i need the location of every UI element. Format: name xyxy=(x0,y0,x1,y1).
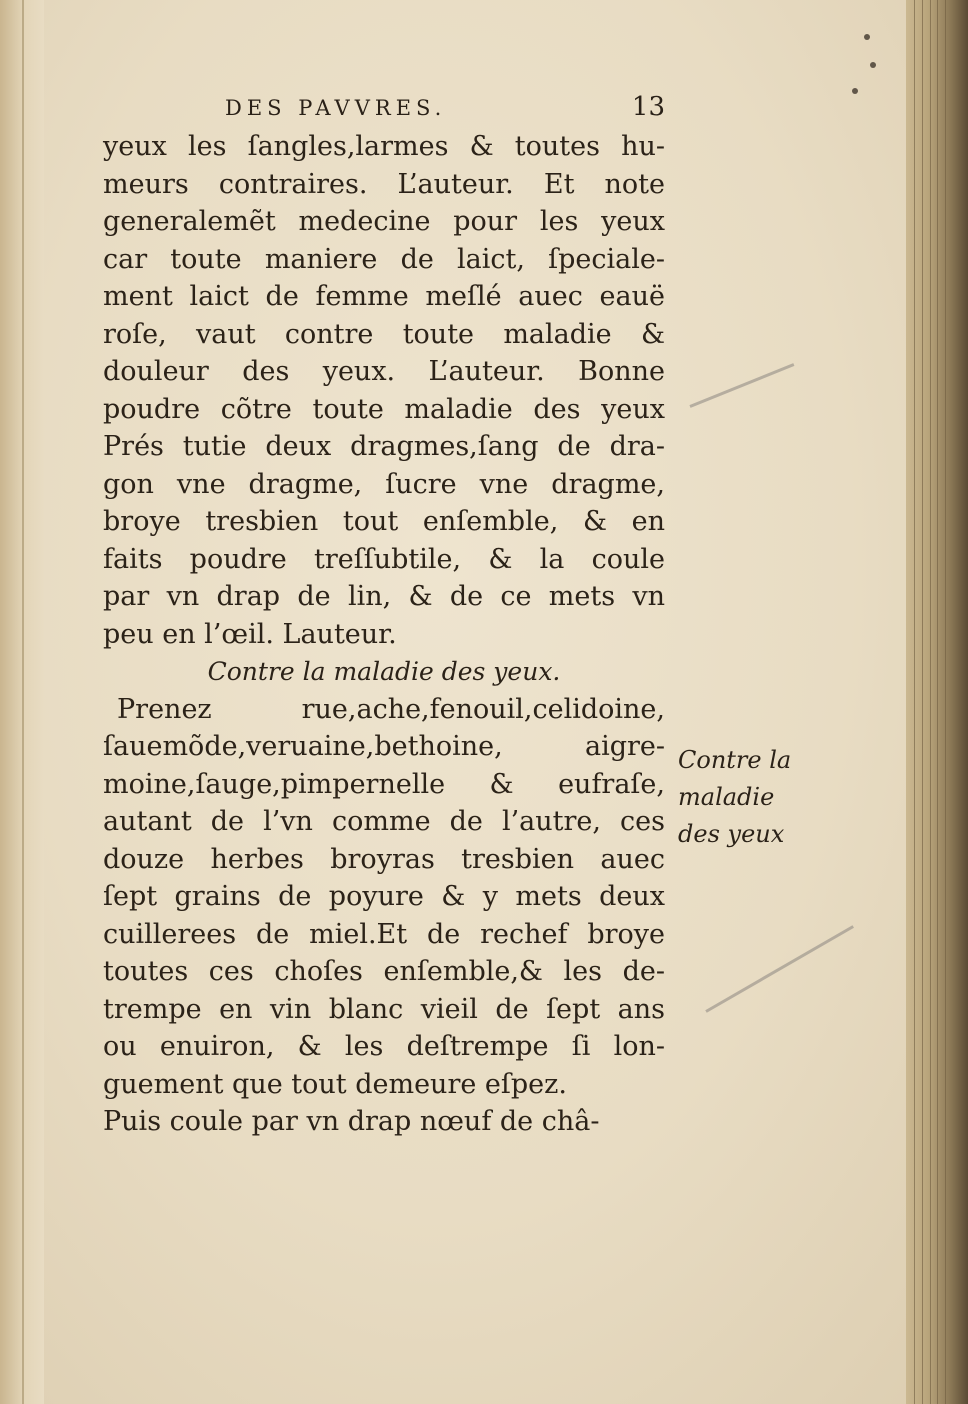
marginal-note xyxy=(678,742,818,853)
pencil-mark xyxy=(689,363,794,408)
text-line: broye tresbien tout enſemble, & en xyxy=(103,506,665,537)
ink-speck xyxy=(870,62,876,68)
ink-speck xyxy=(864,34,870,40)
text-line: Prés tutie deux dragmes,ſang de dra- xyxy=(103,431,665,462)
text-line: faits poudre treſſubtile, & la coule xyxy=(103,543,665,575)
text-line: cuillerees de miel.Et de rechef broye xyxy=(103,918,665,950)
text-line: roſe, vaut contre toute maladie & xyxy=(103,318,665,350)
text-line: par vn drap de lin, & de ce mets vn xyxy=(103,581,665,612)
text-line: ſauemõde,veruaine,bethoine, aigre- xyxy=(103,731,665,762)
text-line: Puis coule par vn drap nœuf de châ- xyxy=(103,1106,600,1137)
marginal-note-line: des yeux xyxy=(678,820,785,848)
text-line: douze herbes broyras tresbien auec xyxy=(103,843,665,875)
text-line: ſept grains de poyure & y mets deux xyxy=(103,881,665,912)
page-edges xyxy=(906,0,968,1404)
text-line: ment laict de femme meſlé auec eauë xyxy=(103,281,665,312)
gutter-fold xyxy=(22,0,24,1404)
page-number: 13 xyxy=(631,92,665,122)
marginal-note-line: maladie xyxy=(678,783,775,811)
text-line: moine,ſauge,pimpernelle & eufraſe, xyxy=(103,768,665,800)
binding-gutter xyxy=(0,0,44,1404)
body-text xyxy=(103,128,665,1141)
text-line: yeux les ſangles,larmes & toutes hu- xyxy=(103,131,665,162)
text-line: Prenez rue,ache,fenouil,celidoine, xyxy=(117,693,665,725)
text-line: poudre cõtre toute maladie des yeux xyxy=(103,393,665,425)
text-line: ou enuiron, & les deſtrempe ſi lon- xyxy=(103,1031,665,1062)
text-line: meurs contraires. L’auteur. Et note xyxy=(103,168,665,200)
text-line: guement que tout demeure eſpez. xyxy=(103,1068,567,1100)
text-line: trempe en vin blanc vieil de ſept ans xyxy=(103,993,665,1025)
page-header xyxy=(225,92,665,128)
section-heading: Contre la maladie des yeux. xyxy=(207,657,561,686)
pencil-mark xyxy=(705,925,854,1013)
ink-speck xyxy=(852,88,858,94)
text-line: peu en l’œil. Lauteur. xyxy=(103,618,397,650)
text-line: toutes ces choſes enſemble,& les de- xyxy=(103,956,665,987)
text-line: gon vne dragme, ſucre vne dragme, xyxy=(103,468,665,500)
text-line: generalemẽt medecine pour les yeux xyxy=(103,206,665,237)
text-line: douleur des yeux. L’auteur. Bonne xyxy=(103,356,665,387)
text-line: autant de l’vn comme de l’autre, ces xyxy=(103,806,665,837)
text-line: car toute maniere de laict, ſpeciale- xyxy=(103,243,665,275)
running-head: DES PAVVRES. xyxy=(225,96,447,120)
marginal-note-line: Contre la xyxy=(678,746,792,774)
